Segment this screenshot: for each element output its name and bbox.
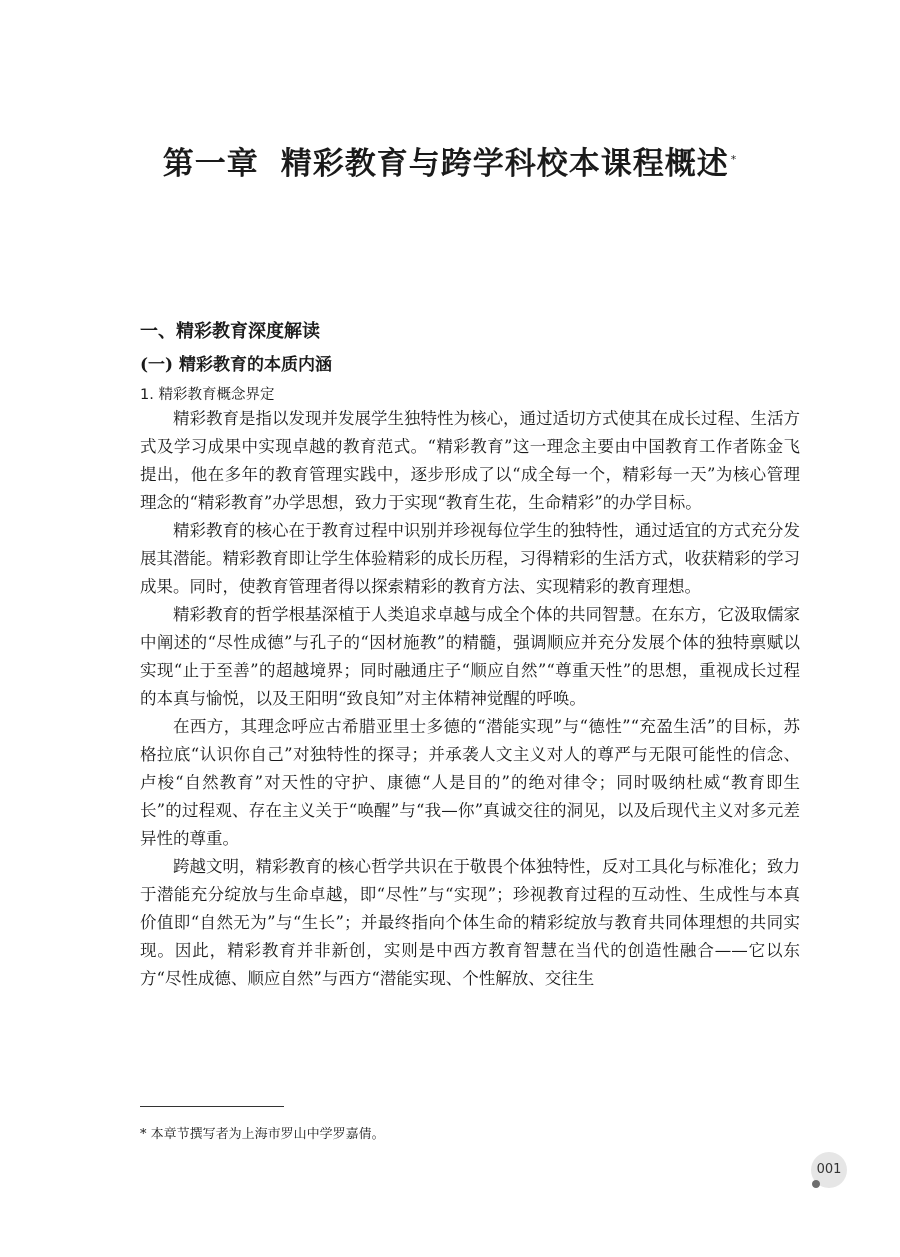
body-text	[140, 405, 800, 993]
footnote-marker: *	[730, 153, 738, 166]
chapter-title-text: 精彩教育与跨学科校本课程概述	[280, 146, 729, 182]
paragraph: 精彩教育的核心在于教育过程中识别并珍视每位学生的独特性，通过适宜的方式充分发展其潜能。精彩教育即让学生体验精彩的成长历程，习得精彩的生活方式，收获精彩的学习成果。同时，使教育管理者得以探索精彩的教育方法、实现精彩的教育理想。	[140, 521, 800, 596]
footnote: * 本章节撰写者为上海市罗山中学罗嘉倩。	[140, 1127, 385, 1142]
paragraph: 跨越文明，精彩教育的核心哲学共识在于敬畏个体独特性，反对工具化与标准化；致力于潜能充分绽放与生命卓越，即“尽性”与“实现”；珍视教育过程的互动性、生成性与本真价值即“自然无为”与“生长”；并最终指向个体生命的精彩绽放与教育共同体理想的共同实现。因此，精彩教育并非新创，实则是中西方教育智慧在当代的创造性融合——它以东方“尽性成德、顺应自然”与西方“潜能实现、个性解放、交往生	[140, 857, 800, 988]
chapter-title	[0, 142, 900, 186]
subsection-heading: (一) 精彩教育的本质内涵	[140, 355, 333, 375]
section-heading: 一、精彩教育深度解读	[140, 321, 320, 342]
subsubsection-heading: 1. 精彩教育概念界定	[140, 387, 275, 403]
chapter-number: 第一章	[162, 146, 259, 182]
paragraph: 精彩教育的哲学根基深植于人类追求卓越与成全个体的共同智慧。在东方，它汲取儒家中阐述的“尽性成德”与孔子的“因材施教”的精髓，强调顺应并充分发展个体的独特禀赋以实现“止于至善”的超越境界；同时融通庄子“顺应自然”“尊重天性”的思想，重视成长过程的本真与愉悦，以及王阳明“致良知”对主体精神觉醒的呼唤。	[140, 605, 800, 708]
footnote-divider	[140, 1106, 284, 1107]
page-number: 001	[811, 1152, 847, 1188]
paragraph: 在西方，其理念呼应古希腊亚里士多德的“潜能实现”与“德性”“充盈生活”的目标，苏格拉底“认识你自己”对独特性的探寻；并承袭人文主义对人的尊严与无限可能性的信念、卢梭“自然教育”对天性的守护、康德“人是目的”的绝对律令；同时吸纳杜威“教育即生长”的过程观、存在主义关于“唤醒”与“我—你”真诚交往的洞见，以及后现代主义对多元差异性的尊重。	[140, 717, 800, 848]
paragraph: 精彩教育是指以发现并发展学生独特性为核心，通过适切方式使其在成长过程、生活方式及学习成果中实现卓越的教育范式。“精彩教育”这一理念主要由中国教育工作者陈金飞提出，他在多年的教育管理实践中，逐步形成了以“成全每一个，精彩每一天”为核心管理理念的“精彩教育”办学思想，致力于实现“教育生花，生命精彩”的办学目标。	[140, 409, 800, 512]
page-number-dot	[812, 1180, 820, 1188]
